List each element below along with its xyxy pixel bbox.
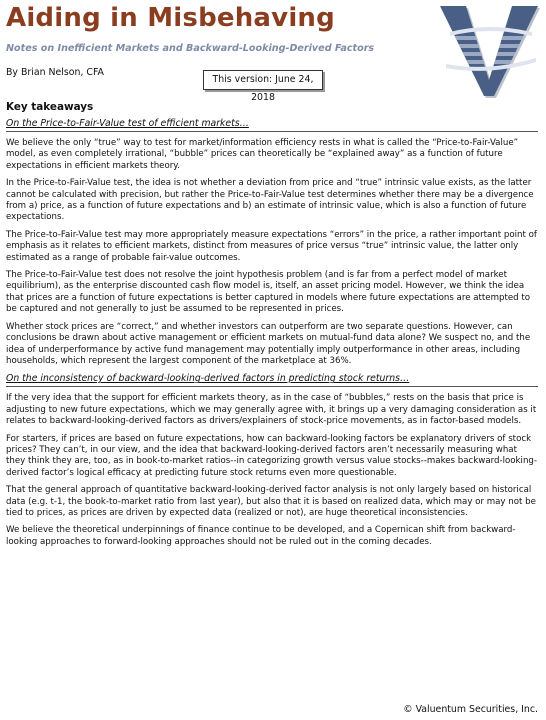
paragraph-8: That the general approach of quantitative backward-looking-derived factor analysis is not only largely based on historical data (e.g. t-1, the book-to-market ratio from last year), but also that it is based on realized data, which may or may not be tied to prices, as prices are driven by expected data (realized or not), are huge theoretical inconsistencies.	[6, 485, 536, 518]
document-subtitle: Notes on Inefficient Markets and Backward-Looking-Derived Factors	[6, 43, 375, 54]
paragraph-5: Whether stock prices are “correct,” and whether investors can outperform are two separate questions. However, can conclusions be drawn about active management or efficient markets on mutual-fund data alone? We suspect no, and the idea of underperformance by active fund management may potentially imply outperformance in other areas, including households, which represent the largest component of the marketplace at 36%.	[6, 321, 531, 366]
valuentum-v-logo-icon	[436, 2, 542, 98]
main-content	[6, 100, 538, 554]
paragraph-3: The Price-to-Fair-Value test may more appropriately measure expectations “errors” in the price, a rather important point of emphasis as it relates to efficient markets, distinct from measures of price versus “true” intrinsic value, the latter only estimated as a range of probable fair-value outcomes.	[6, 229, 537, 263]
document-title: Aiding in Misbehaving	[6, 3, 335, 33]
paragraph-6: If the very idea that the support for efficient markets theory, as in the case of “bubbles,” rests on the basis that price is adjusting to new future expectations, which we may generally agree with, it brings up a very damaging consideration as it relates to backward-looking-derived factors as drivers/explainers of stock-price movements, as in factor-based models.	[6, 393, 537, 427]
paragraph-2: In the Price-to-Fair-Value test, the idea is not whether a deviation from price and “true” intrinsic value exists, as the latter cannot be calculated with precision, but rather the Price-to-Fair-Value test determines whether there may be a divergence from a) price, as a function of future expectations and b) an estimate of intrinsic value, which is also a function of future expectations.	[6, 178, 534, 223]
paragraph-1: We believe the only “true” way to test for market/information efficiency rests in what is called the “Price-to-Fair-Value” model, as even completely irrational, “bubble” prices can theoretically be “explained away” as a function of future expectations in efficient markets theory.	[6, 138, 519, 171]
section-heading-price-to-fair-value: On the Price-to-Fair-Value test of efficient markets…	[6, 118, 538, 132]
version-box: This version: June 24, 2018	[203, 70, 323, 90]
paragraph-4: The Price-to-Fair-Value test does not resolve the joint hypothesis problem (and is far from a perfect model of market equilibrium), as the enterprise discounted cash flow model is, itself, an asset pricing model. However, we think the idea that prices are a function of future expectations is better captured in models where future expectations are attempted to be captured and not generally to just be assumed to be represented in prices.	[6, 270, 531, 315]
author-byline: By Brian Nelson, CFA	[6, 67, 104, 78]
paragraph-7: For starters, if prices are based on future expectations, how can backward-looking factors be explanatory drivers of stock prices? They can’t, in our view, and the idea that backward-looking-derived factors aren’t necessarily measuring what they think they are, too, as in book-to-market ratios--in categorizing growth versus value stocks--makes backward-looking-derived factor’s logical efficacy at predicting future stock returns even more questionable.	[6, 433, 538, 478]
section-heading-backward-looking-factors: On the inconsistency of backward-looking-derived factors in predicting stock returns…	[6, 373, 538, 387]
paragraph-9: We believe the theoretical underpinnings of finance continue to be developed, and a Copernican shift from backward-looking approaches to forward-looking approaches should not be ruled out in the coming decades.	[6, 525, 516, 547]
key-takeaways-heading: Key takeaways	[6, 101, 94, 113]
copyright-footer: © Valuentum Securities, Inc.	[403, 704, 538, 715]
